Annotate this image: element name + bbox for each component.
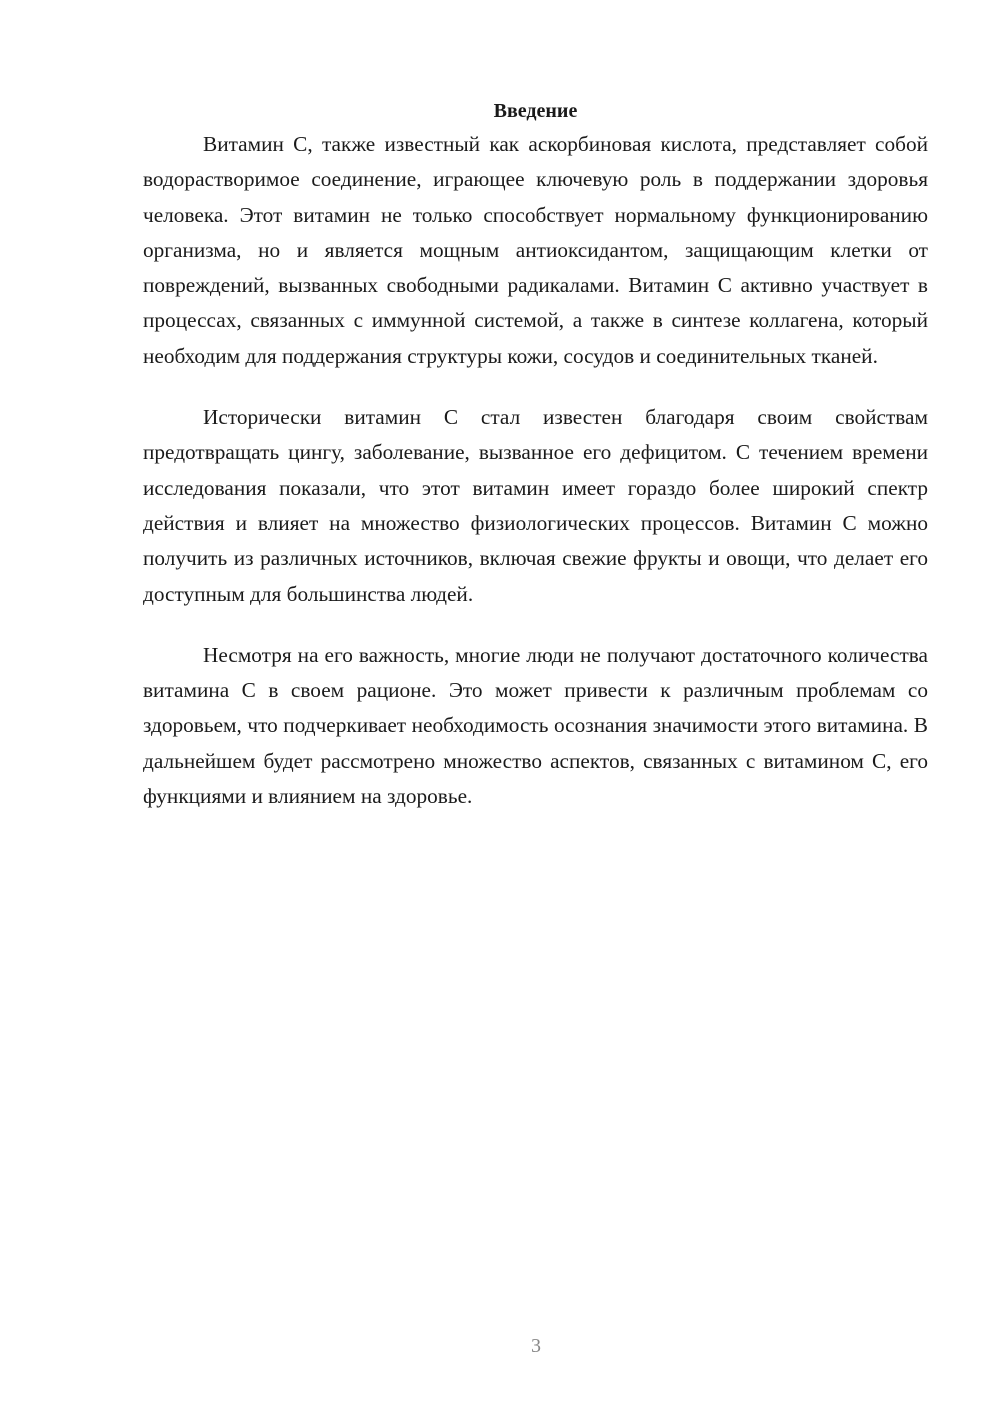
paragraph-3: Несмотря на его важность, многие люди не получают достаточного количества витамина C в своем рационе. Это может привести к различным проблемам со здоровьем, что подчеркивает необходимость осознания значимости этого витамина. В дальнейшем будет рассмотрено множество аспектов, связанных с витамином C, его функциями и влиянием на здоровье. <box>143 642 928 809</box>
section-title: Введение <box>493 100 578 122</box>
page-content <box>143 96 928 840</box>
paragraph-2: Исторически витамин C стал известен благодаря своим свойствам предотвращать цингу, заболевание, вызванное его дефицитом. С течением времени исследования показали, что этот витамин имеет гораздо более широкий спектр действия и влияет на множество физиологических процессов. Витамин C можно получить из различных источников, включая свежие фрукты и овощи, что делает его доступным для большинства людей. <box>143 405 928 606</box>
paragraph-1: Витамин C, также известный как аскорбиновая кислота, представляет собой водорастворимое соединение, играющее ключевую роль в поддержании здоровья человека. Этот витамин не только способствует нормальному функционированию организма, но и является мощным антиоксидантом, защищающим клетки от повреждений, вызванных свободными радикалами. Витамин C активно участвует в процессах, связанных с иммунной системой, а также в синтезе коллагена, который необходим для поддержания структуры кожи, сосудов и соединительных тканей. <box>143 132 928 368</box>
page-number: 3 <box>531 1335 541 1357</box>
